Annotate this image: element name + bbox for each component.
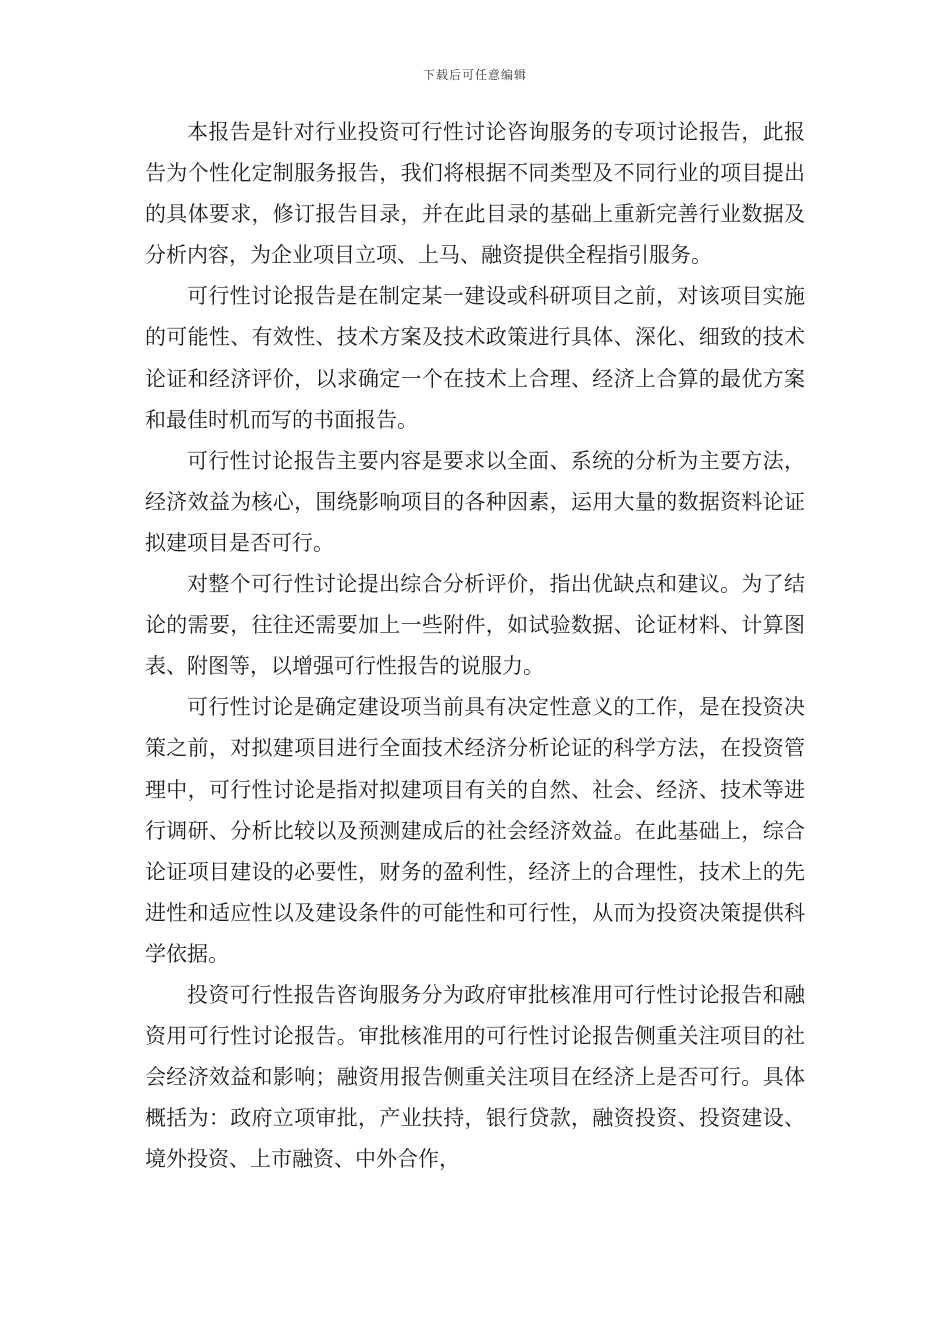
page-header: 下载后可任意编辑 — [422, 68, 527, 82]
paragraph-6: 投资可行性报告咨询服务分为政府审批核准用可行性讨论报告和融资用可行性讨论报告。审批核准用的可行性讨论报告侧重关注项目的社会经济效益和影响；融资用报告侧重关注项目在经济上是否可行。具体概括为：政府立项审批，产业扶持，银行贷款，融资投资、投资建设、境外投资、上市融资、中外合作， — [145, 982, 805, 1172]
paragraph-1: 本报告是针对行业投资可行性讨论咨询服务的专项讨论报告，此报告为个性化定制服务报告，我们将根据不同类型及不同行业的项目提出的具体要求，修订报告目录，并在此目录的基础上重新完善行业数据及分析内容，为企业项目立项、上马、融资提供全程指引服务。 — [145, 120, 805, 268]
paragraph-3: 可行性讨论报告主要内容是要求以全面、系统的分析为主要方法，经济效益为核心，围绕影响项目的各种因素，运用大量的数据资料论证拟建项目是否可行。 — [145, 448, 805, 555]
paragraph-5: 可行性讨论是确定建设项当前具有决定性意义的工作，是在投资决策之前，对拟建项目进行全面技术经济分析论证的科学方法，在投资管理中，可行性讨论是指对拟建项目有关的自然、社会、经济、技术等进行调研、分析比较以及预测建成后的社会经济效益。在此基础上，综合论证项目建设的必要性，财务的盈利性，经济上的合理性，技术上的先进性和适应性以及建设条件的可能性和可行性，从而为投资决策提供科学依据。 — [145, 695, 805, 966]
paragraph-4: 对整个可行性讨论提出综合分析评价，指出优缺点和建议。为了结论的需要，往往还需要加上一些附件，如试验数据、论证材料、计算图表、附图等，以增强可行性报告的说服力。 — [145, 572, 805, 679]
paragraph-2: 可行性讨论报告是在制定某一建设或科研项目之前，对该项目实施的可能性、有效性、技术方案及技术政策进行具体、深化、细致的技术论证和经济评价，以求确定一个在技术上合理、经济上合算的最优方案和最佳时机而写的书面报告。 — [145, 284, 805, 432]
document-body — [145, 112, 805, 1180]
